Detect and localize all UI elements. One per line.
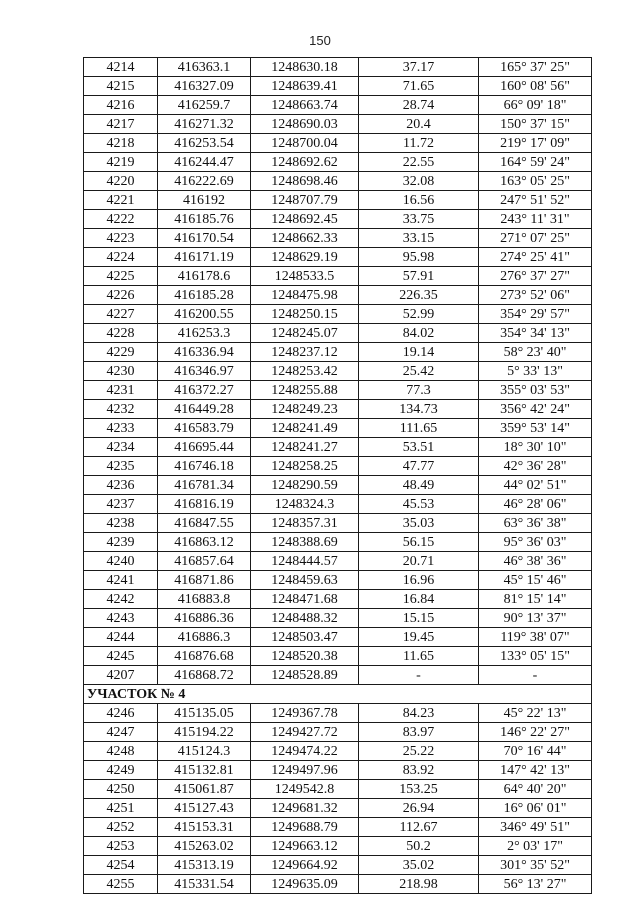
y-coordinate-cell: 1248629.19	[251, 248, 359, 267]
distance-cell: 25.42	[359, 362, 479, 381]
distance-cell: 153.25	[359, 780, 479, 799]
point-number-cell: 4235	[84, 457, 158, 476]
point-number-cell: 4214	[84, 58, 158, 77]
distance-cell: 32.08	[359, 172, 479, 191]
bearing-cell: 18° 30' 10"	[479, 438, 592, 457]
y-coordinate-cell: 1248290.59	[251, 476, 359, 495]
x-coordinate-cell: 416170.54	[158, 229, 251, 248]
distance-cell: 45.53	[359, 495, 479, 514]
distance-cell: 47.77	[359, 457, 479, 476]
y-coordinate-cell: 1248663.74	[251, 96, 359, 115]
table-row	[84, 799, 592, 818]
point-number-cell: 4226	[84, 286, 158, 305]
distance-cell: 16.96	[359, 571, 479, 590]
y-coordinate-cell: 1248503.47	[251, 628, 359, 647]
table-row	[84, 210, 592, 229]
point-number-cell: 4247	[84, 723, 158, 742]
table-row	[84, 495, 592, 514]
bearing-cell: -	[479, 666, 592, 685]
bearing-cell: 346° 49' 51"	[479, 818, 592, 837]
coordinates-table-body	[84, 58, 592, 894]
point-number-cell: 4240	[84, 552, 158, 571]
point-number-cell: 4241	[84, 571, 158, 590]
x-coordinate-cell: 416259.7	[158, 96, 251, 115]
distance-cell: 77.3	[359, 381, 479, 400]
point-number-cell: 4228	[84, 324, 158, 343]
distance-cell: 15.15	[359, 609, 479, 628]
distance-cell: 11.72	[359, 134, 479, 153]
point-number-cell: 4243	[84, 609, 158, 628]
y-coordinate-cell: 1248707.79	[251, 191, 359, 210]
point-number-cell: 4218	[84, 134, 158, 153]
y-coordinate-cell: 1248690.03	[251, 115, 359, 134]
x-coordinate-cell: 416883.8	[158, 590, 251, 609]
bearing-cell: 163° 05' 25"	[479, 172, 592, 191]
point-number-cell: 4216	[84, 96, 158, 115]
x-coordinate-cell: 416178.6	[158, 267, 251, 286]
bearing-cell: 247° 51' 52"	[479, 191, 592, 210]
y-coordinate-cell: 1249474.22	[251, 742, 359, 761]
y-coordinate-cell: 1248471.68	[251, 590, 359, 609]
table-row	[84, 153, 592, 172]
x-coordinate-cell: 416871.86	[158, 571, 251, 590]
point-number-cell: 4249	[84, 761, 158, 780]
y-coordinate-cell: 1248258.25	[251, 457, 359, 476]
x-coordinate-cell: 416863.12	[158, 533, 251, 552]
x-coordinate-cell: 415331.54	[158, 875, 251, 894]
y-coordinate-cell: 1248253.42	[251, 362, 359, 381]
point-number-cell: 4225	[84, 267, 158, 286]
bearing-cell: 271° 07' 25"	[479, 229, 592, 248]
bearing-cell: 44° 02' 51"	[479, 476, 592, 495]
bearing-cell: 64° 40' 20"	[479, 780, 592, 799]
distance-cell: 52.99	[359, 305, 479, 324]
table-row	[84, 476, 592, 495]
point-number-cell: 4237	[84, 495, 158, 514]
table-row	[84, 704, 592, 723]
table-row	[84, 875, 592, 894]
table-row	[84, 115, 592, 134]
table-row	[84, 818, 592, 837]
x-coordinate-cell: 416847.55	[158, 514, 251, 533]
y-coordinate-cell: 1248630.18	[251, 58, 359, 77]
x-coordinate-cell: 416781.34	[158, 476, 251, 495]
table-row	[84, 286, 592, 305]
table-row	[84, 457, 592, 476]
bearing-cell: 70° 16' 44"	[479, 742, 592, 761]
y-coordinate-cell: 1248388.69	[251, 533, 359, 552]
y-coordinate-cell: 1249688.79	[251, 818, 359, 837]
table-row	[84, 191, 592, 210]
x-coordinate-cell: 416185.28	[158, 286, 251, 305]
distance-cell: 35.03	[359, 514, 479, 533]
table-row	[84, 229, 592, 248]
distance-cell: 19.45	[359, 628, 479, 647]
x-coordinate-cell: 415127.43	[158, 799, 251, 818]
point-number-cell: 4250	[84, 780, 158, 799]
point-number-cell: 4238	[84, 514, 158, 533]
table-row	[84, 248, 592, 267]
x-coordinate-cell: 415132.81	[158, 761, 251, 780]
y-coordinate-cell: 1248639.41	[251, 77, 359, 96]
table-row	[84, 723, 592, 742]
distance-cell: 226.35	[359, 286, 479, 305]
point-number-cell: 4234	[84, 438, 158, 457]
table-row	[84, 343, 592, 362]
distance-cell: 84.23	[359, 704, 479, 723]
point-number-cell: 4253	[84, 837, 158, 856]
bearing-cell: 45° 22' 13"	[479, 704, 592, 723]
y-coordinate-cell: 1248692.62	[251, 153, 359, 172]
table-row	[84, 438, 592, 457]
table-row	[84, 400, 592, 419]
distance-cell: 33.15	[359, 229, 479, 248]
bearing-cell: 150° 37' 15"	[479, 115, 592, 134]
x-coordinate-cell: 416583.79	[158, 419, 251, 438]
point-number-cell: 4227	[84, 305, 158, 324]
bearing-cell: 160° 08' 56"	[479, 77, 592, 96]
y-coordinate-cell: 1248324.3	[251, 495, 359, 514]
bearing-cell: 273° 52' 06"	[479, 286, 592, 305]
y-coordinate-cell: 1248241.49	[251, 419, 359, 438]
section-header-row	[84, 685, 592, 704]
point-number-cell: 4207	[84, 666, 158, 685]
point-number-cell: 4222	[84, 210, 158, 229]
x-coordinate-cell: 416222.69	[158, 172, 251, 191]
distance-cell: 26.94	[359, 799, 479, 818]
x-coordinate-cell: 415313.19	[158, 856, 251, 875]
x-coordinate-cell: 416200.55	[158, 305, 251, 324]
point-number-cell: 4215	[84, 77, 158, 96]
y-coordinate-cell: 1249497.96	[251, 761, 359, 780]
x-coordinate-cell: 415124.3	[158, 742, 251, 761]
x-coordinate-cell: 416363.1	[158, 58, 251, 77]
x-coordinate-cell: 416185.76	[158, 210, 251, 229]
distance-cell: 25.22	[359, 742, 479, 761]
distance-cell: 134.73	[359, 400, 479, 419]
y-coordinate-cell: 1249663.12	[251, 837, 359, 856]
point-number-cell: 4242	[84, 590, 158, 609]
x-coordinate-cell: 416244.47	[158, 153, 251, 172]
table-row	[84, 571, 592, 590]
bearing-cell: 355° 03' 53"	[479, 381, 592, 400]
bearing-cell: 165° 37' 25"	[479, 58, 592, 77]
point-number-cell: 4230	[84, 362, 158, 381]
point-number-cell: 4233	[84, 419, 158, 438]
y-coordinate-cell: 1248700.04	[251, 134, 359, 153]
bearing-cell: 45° 15' 46"	[479, 571, 592, 590]
distance-cell: 84.02	[359, 324, 479, 343]
distance-cell: 22.55	[359, 153, 479, 172]
distance-cell: 56.15	[359, 533, 479, 552]
bearing-cell: 354° 34' 13"	[479, 324, 592, 343]
distance-cell: 111.65	[359, 419, 479, 438]
y-coordinate-cell: 1249635.09	[251, 875, 359, 894]
x-coordinate-cell: 415263.02	[158, 837, 251, 856]
point-number-cell: 4221	[84, 191, 158, 210]
y-coordinate-cell: 1248533.5	[251, 267, 359, 286]
distance-cell: 48.49	[359, 476, 479, 495]
bearing-cell: 356° 42' 24"	[479, 400, 592, 419]
table-row	[84, 77, 592, 96]
bearing-cell: 81° 15' 14"	[479, 590, 592, 609]
table-row	[84, 780, 592, 799]
bearing-cell: 5° 33' 13"	[479, 362, 592, 381]
distance-cell: 19.14	[359, 343, 479, 362]
table-row	[84, 134, 592, 153]
table-row	[84, 419, 592, 438]
x-coordinate-cell: 416372.27	[158, 381, 251, 400]
x-coordinate-cell: 416271.32	[158, 115, 251, 134]
bearing-cell: 63° 36' 38"	[479, 514, 592, 533]
point-number-cell: 4229	[84, 343, 158, 362]
bearing-cell: 146° 22' 27"	[479, 723, 592, 742]
table-row	[84, 58, 592, 77]
y-coordinate-cell: 1249367.78	[251, 704, 359, 723]
table-row	[84, 381, 592, 400]
table-row	[84, 533, 592, 552]
distance-cell: 218.98	[359, 875, 479, 894]
x-coordinate-cell: 416253.3	[158, 324, 251, 343]
point-number-cell: 4232	[84, 400, 158, 419]
coordinates-table	[83, 57, 592, 894]
distance-cell: 71.65	[359, 77, 479, 96]
bearing-cell: 274° 25' 41"	[479, 248, 592, 267]
y-coordinate-cell: 1248528.89	[251, 666, 359, 685]
y-coordinate-cell: 1248488.32	[251, 609, 359, 628]
table-row	[84, 362, 592, 381]
bearing-cell: 276° 37' 27"	[479, 267, 592, 286]
bearing-cell: 16° 06' 01"	[479, 799, 592, 818]
distance-cell: 53.51	[359, 438, 479, 457]
table-row	[84, 761, 592, 780]
x-coordinate-cell: 416171.19	[158, 248, 251, 267]
distance-cell: 20.4	[359, 115, 479, 134]
x-coordinate-cell: 416746.18	[158, 457, 251, 476]
y-coordinate-cell: 1249427.72	[251, 723, 359, 742]
distance-cell: 83.97	[359, 723, 479, 742]
x-coordinate-cell: 415135.05	[158, 704, 251, 723]
table-row	[84, 628, 592, 647]
bearing-cell: 2° 03' 17"	[479, 837, 592, 856]
y-coordinate-cell: 1248459.63	[251, 571, 359, 590]
point-number-cell: 4248	[84, 742, 158, 761]
bearing-cell: 133° 05' 15"	[479, 647, 592, 666]
bearing-cell: 219° 17' 09"	[479, 134, 592, 153]
page-number: 150	[309, 33, 331, 48]
point-number-cell: 4220	[84, 172, 158, 191]
distance-cell: 16.56	[359, 191, 479, 210]
bearing-cell: 42° 36' 28"	[479, 457, 592, 476]
point-number-cell: 4251	[84, 799, 158, 818]
point-number-cell: 4244	[84, 628, 158, 647]
y-coordinate-cell: 1248357.31	[251, 514, 359, 533]
x-coordinate-cell: 416886.3	[158, 628, 251, 647]
distance-cell: 57.91	[359, 267, 479, 286]
distance-cell: 11.65	[359, 647, 479, 666]
bearing-cell: 58° 23' 40"	[479, 343, 592, 362]
point-number-cell: 4231	[84, 381, 158, 400]
y-coordinate-cell: 1248249.23	[251, 400, 359, 419]
x-coordinate-cell: 416816.19	[158, 495, 251, 514]
x-coordinate-cell: 416695.44	[158, 438, 251, 457]
distance-cell: -	[359, 666, 479, 685]
distance-cell: 16.84	[359, 590, 479, 609]
bearing-cell: 119° 38' 07"	[479, 628, 592, 647]
x-coordinate-cell: 416857.64	[158, 552, 251, 571]
bearing-cell: 147° 42' 13"	[479, 761, 592, 780]
distance-cell: 35.02	[359, 856, 479, 875]
table-row	[84, 96, 592, 115]
table-row	[84, 647, 592, 666]
bearing-cell: 359° 53' 14"	[479, 419, 592, 438]
bearing-cell: 354° 29' 57"	[479, 305, 592, 324]
y-coordinate-cell: 1248698.46	[251, 172, 359, 191]
y-coordinate-cell: 1248475.98	[251, 286, 359, 305]
x-coordinate-cell: 416868.72	[158, 666, 251, 685]
x-coordinate-cell: 415153.31	[158, 818, 251, 837]
x-coordinate-cell: 416876.68	[158, 647, 251, 666]
point-number-cell: 4217	[84, 115, 158, 134]
point-number-cell: 4239	[84, 533, 158, 552]
point-number-cell: 4236	[84, 476, 158, 495]
x-coordinate-cell: 416192	[158, 191, 251, 210]
table-row	[84, 172, 592, 191]
bearing-cell: 164° 59' 24"	[479, 153, 592, 172]
bearing-cell: 301° 35' 52"	[479, 856, 592, 875]
x-coordinate-cell: 416886.36	[158, 609, 251, 628]
y-coordinate-cell: 1248250.15	[251, 305, 359, 324]
y-coordinate-cell: 1249664.92	[251, 856, 359, 875]
table-row	[84, 324, 592, 343]
point-number-cell: 4224	[84, 248, 158, 267]
distance-cell: 37.17	[359, 58, 479, 77]
table-row	[84, 609, 592, 628]
table-row	[84, 856, 592, 875]
x-coordinate-cell: 416336.94	[158, 343, 251, 362]
y-coordinate-cell: 1248692.45	[251, 210, 359, 229]
distance-cell: 112.67	[359, 818, 479, 837]
x-coordinate-cell: 416327.09	[158, 77, 251, 96]
y-coordinate-cell: 1248662.33	[251, 229, 359, 248]
bearing-cell: 46° 38' 36"	[479, 552, 592, 571]
y-coordinate-cell: 1248237.12	[251, 343, 359, 362]
x-coordinate-cell: 416253.54	[158, 134, 251, 153]
point-number-cell: 4223	[84, 229, 158, 248]
bearing-cell: 243° 11' 31"	[479, 210, 592, 229]
bearing-cell: 46° 28' 06"	[479, 495, 592, 514]
table-row	[84, 742, 592, 761]
y-coordinate-cell: 1249542.8	[251, 780, 359, 799]
distance-cell: 83.92	[359, 761, 479, 780]
table-row	[84, 590, 592, 609]
x-coordinate-cell: 416346.97	[158, 362, 251, 381]
point-number-cell: 4252	[84, 818, 158, 837]
bearing-cell: 90° 13' 37"	[479, 609, 592, 628]
bearing-cell: 66° 09' 18"	[479, 96, 592, 115]
point-number-cell: 4245	[84, 647, 158, 666]
distance-cell: 28.74	[359, 96, 479, 115]
y-coordinate-cell: 1248241.27	[251, 438, 359, 457]
bearing-cell: 95° 36' 03"	[479, 533, 592, 552]
y-coordinate-cell: 1248444.57	[251, 552, 359, 571]
section-title: УЧАСТОК № 4	[84, 685, 592, 704]
x-coordinate-cell: 416449.28	[158, 400, 251, 419]
distance-cell: 50.2	[359, 837, 479, 856]
y-coordinate-cell: 1248520.38	[251, 647, 359, 666]
point-number-cell: 4255	[84, 875, 158, 894]
point-number-cell: 4219	[84, 153, 158, 172]
distance-cell: 33.75	[359, 210, 479, 229]
x-coordinate-cell: 415194.22	[158, 723, 251, 742]
point-number-cell: 4246	[84, 704, 158, 723]
distance-cell: 20.71	[359, 552, 479, 571]
table-row	[84, 305, 592, 324]
x-coordinate-cell: 415061.87	[158, 780, 251, 799]
table-row	[84, 666, 592, 685]
point-number-cell: 4254	[84, 856, 158, 875]
y-coordinate-cell: 1249681.32	[251, 799, 359, 818]
distance-cell: 95.98	[359, 248, 479, 267]
table-row	[84, 552, 592, 571]
table-row	[84, 837, 592, 856]
y-coordinate-cell: 1248245.07	[251, 324, 359, 343]
bearing-cell: 56° 13' 27"	[479, 875, 592, 894]
table-row	[84, 514, 592, 533]
table-row	[84, 267, 592, 286]
y-coordinate-cell: 1248255.88	[251, 381, 359, 400]
